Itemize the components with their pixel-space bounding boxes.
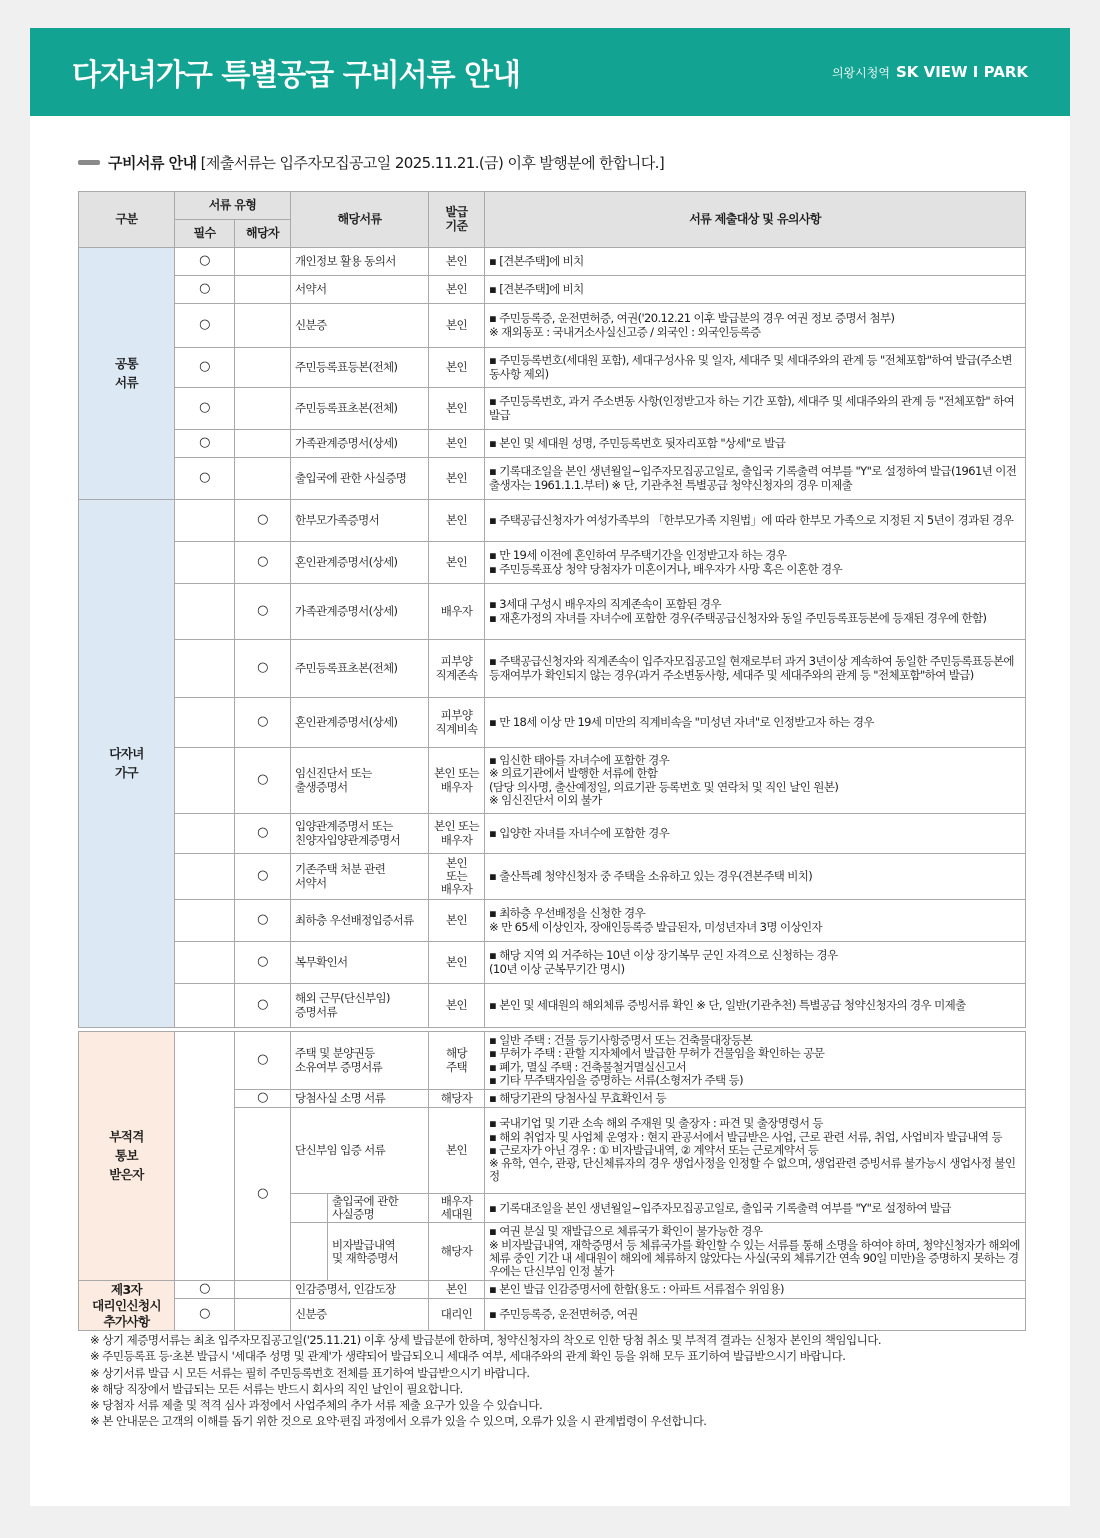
group-proxy: 제3자 대리인신청시 추가사항 xyxy=(79,1281,175,1331)
issue-basis: 해당자 xyxy=(429,1223,485,1281)
table-row xyxy=(79,276,1026,304)
detail-text: ▪ 주민등록번호, 과거 주소변동 사항(인정받고자 하는 기간 포함), 세대주 및 세대주와의 관계 등 "전체포함" 하여 발급 xyxy=(485,388,1026,430)
document-name: 주민등록표초본(전체) xyxy=(291,388,429,430)
required-mark: ○ xyxy=(175,458,235,500)
detail-text: ▪ 해당 지역 외 거주하는 10년 이상 장기복무 군인 자격으로 신청하는 경우 (10년 이상 군복무기간 명시) xyxy=(485,942,1026,984)
applicable-mark xyxy=(235,276,291,304)
detail-text: ▪ [견본주택]에 비치 xyxy=(485,276,1026,304)
required-mark xyxy=(175,854,235,900)
required-mark: ○ xyxy=(175,388,235,430)
required-mark xyxy=(175,984,235,1028)
detail-text: ▪ 기록대조일을 본인 생년월일~입주자모집공고일로, 출입국 기록출력 여부를 "Y"로 설정하여 발급 xyxy=(485,1193,1026,1222)
applicable-mark: ○ xyxy=(235,748,291,814)
col-issue: 발급 기준 xyxy=(429,192,485,248)
applicable-mark: ○ xyxy=(235,698,291,748)
applicable-mark xyxy=(235,348,291,388)
issue-basis: 본인 xyxy=(429,304,485,348)
document-name: 서약서 xyxy=(291,276,429,304)
footnote-item: ※ 상기서류 발급 시 모든 서류는 필히 주민등록번호 전체를 표기하여 발급받으시기 바랍니다. xyxy=(90,1365,530,1380)
document-name: 입양관계증명서 또는 친양자입양관계증명서 xyxy=(291,814,429,854)
documents-table xyxy=(78,191,1026,1028)
required-mark: ○ xyxy=(175,304,235,348)
table-row xyxy=(79,458,1026,500)
required-mark xyxy=(175,698,235,748)
table-row xyxy=(79,1281,1026,1299)
detail-text: ▪ 주민등록번호(세대원 포함), 세대구성사유 및 일자, 세대주 및 세대주와의 관계 등 "전체포함"하여 발급(주소변동사항 제외) xyxy=(485,348,1026,388)
document-name: 최하층 우선배정입증서류 xyxy=(291,900,429,942)
detail-text: ▪ 주민등록증, 운전면허증, 여권('20.12.21 이후 발급분의 경우 여권 정보 증명서 첨부) ※ 재외동포 : 국내거소사실신고증 / 외국인 : 외국인등록증 xyxy=(485,304,1026,348)
table-row xyxy=(79,542,1026,584)
issue-basis: 본인 xyxy=(429,458,485,500)
applicable-mark xyxy=(235,304,291,348)
required-mark: ○ xyxy=(175,276,235,304)
detail-text: ▪ 주택공급신청자와 직계존속이 입주자모집공고일 현재로부터 과거 3년이상 계속하여 동일한 주민등록표등본에 등재여부가 확인되지 않는 경우(과거 주소변동사항, 세대주 및 세대주와의 관계 등 "전체포함"하여 발급) xyxy=(485,640,1026,698)
table-row xyxy=(79,942,1026,984)
document-name: 임신진단서 또는 출생증명서 xyxy=(291,748,429,814)
group-ineligible: 부적격 통보 받은자 xyxy=(79,1032,175,1281)
required-mark: ○ xyxy=(175,248,235,276)
detail-text: ▪ 3세대 구성시 배우자의 직계존속이 포함된 경우 ▪ 재혼가정의 자녀를 자녀수에 포함한 경우(주택공급신청자와 동일 주민등록표등본에 등재된 경우에 한함) xyxy=(485,584,1026,640)
document-name: 신분증 xyxy=(291,304,429,348)
group-multi: 다자녀 가구 xyxy=(79,500,175,1028)
documents-table-extra xyxy=(78,1031,1026,1331)
table-row xyxy=(79,430,1026,458)
detail-text: ▪ 국내기업 및 기관 소속 해외 주재원 및 출장자 : 파견 및 출장명령서 등 ▪ 해외 취업자 및 사업체 운영자 : 현지 관공서에서 발급받은 사업, 근로 관련 서류, 취업, 사업비자 발급내역 등 ▪ 근로자가 아닌 경우 : ① 비자발급내역, ② 계약서 또는 근로계약서 등 ※ 유학, 연수, 관광, 단신체류자의 경우 생업사정을 인정할 수 없으며, 생업관련 증빙서류 불가능시 생업사정 불인정 xyxy=(485,1107,1026,1193)
brand-main: SK VIEW I PARK xyxy=(895,63,1028,81)
required-mark: ○ xyxy=(175,348,235,388)
table-row xyxy=(79,814,1026,854)
issue-basis: 본인 xyxy=(429,984,485,1028)
document-name: 주택 및 분양권등 소유여부 증명서류 xyxy=(291,1032,429,1090)
section-note: [제출서류는 입주자모집공고일 2025.11.21.(금) 이후 발행분에 한합니다.] xyxy=(200,154,665,172)
col-required: 필수 xyxy=(175,220,235,248)
applicable-mark xyxy=(235,430,291,458)
document-name: 비자발급내역 및 재학증명서 xyxy=(328,1223,429,1281)
document-name: 주민등록표초본(전체) xyxy=(291,640,429,698)
brand-logo xyxy=(832,63,1028,81)
issue-basis: 본인 또는 배우자 xyxy=(429,748,485,814)
applicable-mark: ○ xyxy=(235,814,291,854)
footnote-item: ※ 상기 제증명서류는 최초 입주자모집공고일('25.11.21) 이후 상세 발급분에 한하며, 청약신청자의 착오로 인한 당첨 취소 및 부적격 결과는 신청자 본인의 책임입니다. xyxy=(90,1333,881,1347)
col-category: 구분 xyxy=(79,192,175,248)
document-name: 가족관계증명서(상세) xyxy=(291,584,429,640)
table-row xyxy=(79,388,1026,430)
issue-basis: 배우자 세대원 xyxy=(429,1193,485,1222)
issue-basis: 본인 xyxy=(429,542,485,584)
table-row xyxy=(79,698,1026,748)
issue-basis: 본인 xyxy=(429,1281,485,1299)
detail-text: ▪ 해당기관의 당첨사실 무효확인서 등 xyxy=(485,1090,1026,1108)
table-row xyxy=(79,584,1026,640)
document-name: 한부모가족증명서 xyxy=(291,500,429,542)
required-mark xyxy=(175,900,235,942)
col-doc-type: 서류 유형 xyxy=(175,192,291,220)
document-name: 인감증명서, 인감도장 xyxy=(291,1281,429,1299)
section-heading xyxy=(78,152,664,173)
required-mark: ○ xyxy=(175,430,235,458)
applicable-mark xyxy=(235,458,291,500)
issue-basis: 대리인 xyxy=(429,1299,485,1331)
detail-text: ▪ 본인 발급 인감증명서에 한함(용도 : 아파트 서류접수 위임용) xyxy=(485,1281,1026,1299)
applicable-mark: ○ xyxy=(235,584,291,640)
indent-cell xyxy=(291,1223,328,1281)
document-name: 단신부임 입증 서류 xyxy=(291,1107,429,1193)
applicable-mark: ○ xyxy=(235,854,291,900)
applicable-mark: ○ xyxy=(235,984,291,1028)
detail-text: ▪ 기록대조일을 본인 생년월일~입주자모집공고일로, 출입국 기록출력 여부를 "Y"로 설정하여 발급(1961년 이전 출생자는 1961.1.1.부터) ※ 단, 기관추천 특별공급 청약신청자의 경우 미제출 xyxy=(485,458,1026,500)
table-row xyxy=(79,984,1026,1028)
required-mark xyxy=(175,542,235,584)
section-bar-icon xyxy=(78,160,100,165)
brand-sub: 의왕시청역 xyxy=(831,66,890,80)
detail-text: ▪ [견본주택]에 비치 xyxy=(485,248,1026,276)
col-document: 해당서류 xyxy=(291,192,429,248)
issue-basis: 본인 xyxy=(429,388,485,430)
table-row xyxy=(79,748,1026,814)
table-row xyxy=(79,304,1026,348)
document-name: 혼인관계증명서(상세) xyxy=(291,542,429,584)
applicable-mark xyxy=(235,1299,291,1331)
issue-basis: 본인 또는 배우자 xyxy=(429,854,485,900)
applicable-mark xyxy=(235,1281,291,1299)
issue-basis: 피부양 직계존속 xyxy=(429,640,485,698)
document-name: 출입국에 관한 사실증명 xyxy=(291,458,429,500)
issue-basis: 본인 xyxy=(429,900,485,942)
issue-basis: 해당 주택 xyxy=(429,1032,485,1090)
table-row xyxy=(79,640,1026,698)
applicable-mark: ○ xyxy=(235,900,291,942)
header-banner xyxy=(30,28,1070,116)
applicable-mark xyxy=(235,388,291,430)
table-row xyxy=(79,900,1026,942)
table-body-extra xyxy=(79,1032,1026,1331)
document-name: 가족관계증명서(상세) xyxy=(291,430,429,458)
col-details: 서류 제출대상 및 유의사항 xyxy=(485,192,1026,248)
issue-basis: 본인 xyxy=(429,348,485,388)
issue-basis: 본인 xyxy=(429,276,485,304)
applicable-mark: ○ xyxy=(235,500,291,542)
required-mark xyxy=(175,584,235,640)
footnotes xyxy=(90,1332,1050,1430)
footnote-item: ※ 주민등록표 등·초본 발급시 '세대주 성명 및 관계'가 생략되어 발급되오니 세대주 여부, 세대주와의 관계 확인 등을 위해 모두 표기하여 발급받으시기 바랍니다. xyxy=(90,1349,846,1364)
required-mark xyxy=(175,814,235,854)
table-row xyxy=(79,248,1026,276)
applicable-mark: ○ xyxy=(235,1107,291,1280)
issue-basis: 본인 xyxy=(429,500,485,542)
detail-text: ▪ 주택공급신청자가 여성가족부의 「한부모가족 지원법」에 따라 한부모 가족으로 지정된 지 5년이 경과된 경우 xyxy=(485,500,1026,542)
required-mark xyxy=(175,942,235,984)
applicable-mark: ○ xyxy=(235,1090,291,1108)
required-mark: ○ xyxy=(175,1281,235,1299)
applicable-mark: ○ xyxy=(235,542,291,584)
detail-text: ▪ 본인 및 세대원의 해외체류 증빙서류 확인 ※ 단, 일반(기관추천) 특별공급 청약신청자의 경우 미제출 xyxy=(485,984,1026,1028)
issue-basis: 본인 xyxy=(429,248,485,276)
detail-text: ▪ 일반 주택 : 건물 등기사항증명서 또는 건축물대장등본 ▪ 무허가 주택 : 관할 지자체에서 발급한 무허가 건물임을 확인하는 공문 ▪ 폐가, 멸실 주택 : 건축물철거멸실신고서 ▪ 기타 무주택자임을 증명하는 서류(소형저가 주택 등) xyxy=(485,1032,1026,1090)
detail-text: ▪ 만 19세 이전에 혼인하여 무주택기간을 인정받고자 하는 경우 ▪ 주민등록표상 청약 당첨자가 미혼이거나, 배우자가 사망 혹은 이혼한 경우 xyxy=(485,542,1026,584)
footnote-item: ※ 본 안내문은 고객의 이해를 돕기 위한 것으로 요약·편집 과정에서 오류가 있을 수 있으며, 오류가 있을 시 관계법령이 우선합니다. xyxy=(90,1414,707,1429)
applicable-mark xyxy=(235,248,291,276)
table-row xyxy=(79,854,1026,900)
table-body-main xyxy=(79,248,1026,1028)
page-title: 다자녀가구 특별공급 구비서류 안내 xyxy=(72,58,521,93)
table-row xyxy=(79,500,1026,542)
issue-basis: 본인 xyxy=(429,430,485,458)
document-name: 개인정보 활용 동의서 xyxy=(291,248,429,276)
required-mark xyxy=(175,500,235,542)
issue-basis: 본인 xyxy=(429,1107,485,1193)
detail-text: ▪ 입양한 자녀를 자녀수에 포함한 경우 xyxy=(485,814,1026,854)
detail-text: ▪ 만 18세 이상 만 19세 미만의 직계비속을 "미성년 자녀"로 인정받고자 하는 경우 xyxy=(485,698,1026,748)
issue-basis: 본인 xyxy=(429,942,485,984)
table-row xyxy=(79,1299,1026,1331)
required-mark: ○ xyxy=(175,1299,235,1331)
issue-basis: 배우자 xyxy=(429,584,485,640)
section-title: 구비서류 안내 xyxy=(108,154,197,172)
footnote-item: ※ 해당 직장에서 발급되는 모든 서류는 반드시 회사의 직인 날인이 필요합니다. xyxy=(90,1381,463,1396)
document-name: 복무확인서 xyxy=(291,942,429,984)
detail-text: ▪ 임신한 태아를 자녀수에 포함한 경우 ※ 의료기관에서 발행한 서류에 한함 (담당 의사명, 출산예정일, 의료기관 등록번호 및 연락처 및 직인 날인 원본) ※ 임신진단서 이외 불가 xyxy=(485,748,1026,814)
applicable-mark: ○ xyxy=(235,1032,291,1090)
group-common: 공통 서류 xyxy=(79,248,175,500)
issue-basis: 본인 또는 배우자 xyxy=(429,814,485,854)
issue-basis: 해당자 xyxy=(429,1090,485,1108)
applicable-mark: ○ xyxy=(235,640,291,698)
required-mark xyxy=(175,1032,235,1281)
detail-text: ▪ 최하층 우선배정을 신청한 경우 ※ 만 65세 이상인자, 장애인등록증 발급된자, 미성년자녀 3명 이상인자 xyxy=(485,900,1026,942)
document-name: 출입국에 관한 사실증명 xyxy=(328,1193,429,1222)
detail-text: ▪ 본인 및 세대원 성명, 주민등록번호 뒷자리포함 "상세"로 발급 xyxy=(485,430,1026,458)
detail-text: ▪ 여권 분실 및 재발급으로 체류국가 확인이 불가능한 경우 ※ 비자발급내역, 재학증명서 등 체류국가를 확인할 수 있는 서류를 통해 소명을 하여야 하며, 청약신청자가 해외에 체류 중인 기간 내 세대원이 해외에 체류하지 않았다는 사실(국외 체류기간 연속 90일 미만)을 증명하지 못하는 경우에는 단신부임 인정 불가 xyxy=(485,1223,1026,1281)
detail-text: ▪ 주민등록증, 운전면허증, 여권 xyxy=(485,1299,1026,1331)
footnote-item: ※ 당첨자 서류 제출 및 적격 심사 과정에서 사업주체의 추가 서류 제출 요구가 있을 수 있습니다. xyxy=(90,1398,543,1413)
document-name: 혼인관계증명서(상세) xyxy=(291,698,429,748)
indent-cell xyxy=(291,1193,328,1222)
table-row xyxy=(79,348,1026,388)
required-mark xyxy=(175,640,235,698)
issue-basis: 피부양 직계비속 xyxy=(429,698,485,748)
document-name: 주민등록표등본(전체) xyxy=(291,348,429,388)
applicable-mark: ○ xyxy=(235,942,291,984)
table-row xyxy=(79,1032,1026,1090)
required-mark xyxy=(175,748,235,814)
document-name: 신분증 xyxy=(291,1299,429,1331)
col-applicable: 해당자 xyxy=(235,220,291,248)
detail-text: ▪ 출산특례 청약신청자 중 주택을 소유하고 있는 경우(견본주택 비치) xyxy=(485,854,1026,900)
document-name: 기존주택 처분 관련 서약서 xyxy=(291,854,429,900)
document-name: 해외 근무(단신부임) 증명서류 xyxy=(291,984,429,1028)
document-name: 당첨사실 소명 서류 xyxy=(291,1090,429,1108)
